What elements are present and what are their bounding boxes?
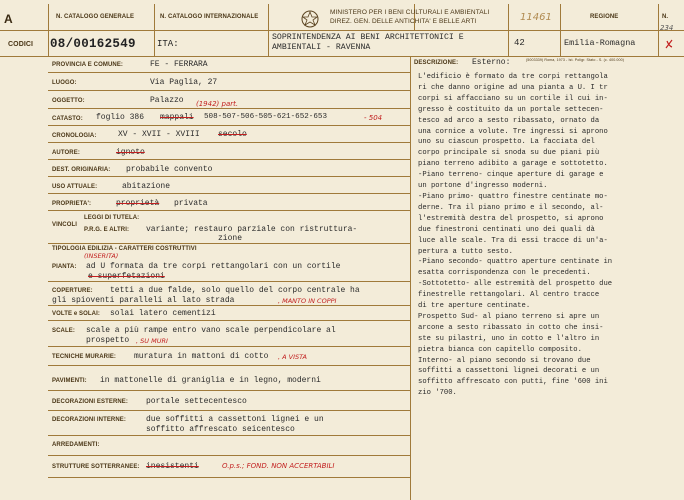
description-line: l'estremità destra del prospetto, si aprono — [418, 214, 604, 223]
uso-attuale-value: abitazione — [122, 182, 171, 191]
scale-value-line-1: scale a più rampe entro vano scale perpendicolare al — [86, 326, 336, 335]
decor-interne-value-line-1: due soffitti a cassettoni lignei e un — [146, 415, 324, 424]
description-line: pietra bianca con capitello composito. — [418, 345, 582, 354]
regione-value: Emilia-Romagna — [564, 38, 636, 48]
prg-label: P.R.G. E ALTRI: — [84, 227, 130, 233]
header-vline-1 — [48, 4, 49, 56]
scale-red-note: , SU MURI — [136, 337, 168, 345]
coperture-value-line-1: tetti a due falde, solo quello del corpo centrale ha — [110, 286, 360, 295]
soprintendenza-line-2: AMBIENTALI - RAVENNA — [272, 43, 371, 52]
leggi-label: LEGGI DI TUTELA: — [84, 215, 140, 221]
description-line: corpo principale si snoda su due piani più — [418, 149, 600, 158]
description-line: Interno- al piano secondo si trovano due — [418, 356, 591, 365]
description-line: arcone a sesto ribassato in cotto che insi- — [418, 323, 604, 332]
prg-value-line-2: zione — [218, 234, 243, 243]
provincia-label: PROVINCIA E COMUNE: — [52, 62, 124, 68]
cat-generale-label: N. CATALOGO GENERALE — [56, 14, 135, 20]
scale-label: SCALE: — [52, 328, 75, 334]
header-vline-4 — [508, 4, 509, 56]
soprintendenza-line-1: SOPRINTENDENZA AI BENI ARCHITETTONICI E — [272, 33, 464, 42]
tecniche-murarie-value: muratura in mattoni di cotto — [134, 352, 269, 361]
description-line: ste su pilastri, uno in cotto e l'altro in — [418, 334, 600, 343]
header-vline-6 — [658, 4, 659, 56]
strutture-label: STRUTTURE SOTTERRANEE: — [52, 464, 140, 470]
autore-value: ignoto — [116, 148, 145, 157]
header-vline-2 — [154, 4, 155, 56]
ministry-line-2: DIREZ. GEN. DELLE ANTICHITA' E BELLE ARTI — [330, 18, 477, 25]
luogo-value: Via Paglia, 27 — [150, 78, 218, 87]
tecniche-murarie-label: TECNICHE MURARIE: — [52, 354, 117, 360]
tecniche-red-note: , A VISTA — [278, 353, 307, 361]
scale-value-line-2: prospetto — [86, 336, 130, 345]
decor-interne-value-line-2: soffitto affrescato seicentesco — [146, 425, 295, 434]
header-vline-3 — [268, 4, 269, 56]
vincoli-label: VINCOLI — [52, 222, 78, 228]
catasto-value: foglio 386 — [96, 113, 145, 122]
descrizione-label: DESCRIZIONE: — [414, 60, 459, 66]
header-vline-7 — [414, 4, 415, 30]
arredamenti-label: ARREDAMENTI: — [52, 442, 100, 448]
description-line: esatta corrispondenza con le precedenti. — [418, 269, 591, 278]
description-line: tesco ad arco a sesto ribassato, ornato da — [418, 116, 600, 125]
description-line: finestrelle rettangolari. Al centro tracce — [418, 291, 600, 300]
n-value: 234 — [660, 24, 674, 32]
coperture-value-line-2: gli spioventi paralleli al lato strada — [52, 296, 235, 305]
volte-solai-value: solai latero cementizi — [110, 309, 216, 318]
description-line: due finestroni centinati uno dei quali dà — [418, 225, 595, 234]
dest-originaria-label: DEST. ORIGINARIA: — [52, 167, 111, 173]
description-line: soffitti a cassettoni lignei decorati e un — [418, 367, 600, 376]
handwritten-number: 11461 — [520, 12, 552, 23]
tipologia-label: TIPOLOGIA EDILIZIA - CARATTERI COSTRUTTIVI — [52, 246, 197, 252]
description-line: -Piano secondo- quattro aperture centinate in — [418, 258, 613, 267]
description-line: uno su ciascun prospetto. La facciata del — [418, 138, 595, 147]
cat-generale-value: 08/00162549 — [50, 37, 136, 51]
ita-value: ITA: — [157, 39, 179, 49]
description-line: gresso è costituito da un portale settecen- — [418, 105, 604, 114]
code-value: 42 — [514, 38, 525, 48]
header-letter: A — [4, 12, 13, 26]
pianta-red-note: (INSERITA) — [84, 252, 119, 260]
catasto-label: CATASTO: — [52, 116, 83, 122]
oggetto-value: Palazzo — [150, 96, 184, 105]
description-line: pertura a tutto sesto. — [418, 247, 513, 256]
dest-originaria-value: probabile convento — [126, 165, 213, 174]
cronologia-struck: secolo — [218, 130, 247, 139]
description-line: piano terreno adibito a garage e sottotetto. — [418, 160, 608, 169]
decor-esterne-value: portale settecentesco — [146, 397, 247, 406]
luogo-label: LUOGO: — [52, 80, 77, 86]
header-vline-5 — [560, 4, 561, 56]
strutture-struck: inesistenti — [146, 462, 199, 471]
codici-label: CODICI — [8, 41, 34, 48]
pianta-value-line-1: ad U formata da tre corpi rettangolari con un cortile — [86, 262, 341, 271]
description-line: soffitto affrescato con putti, fine '600 ini — [418, 378, 608, 387]
coperture-label: COPERTURE: — [52, 288, 93, 294]
pavimenti-label: PAVIMENTI: — [52, 378, 87, 384]
description-line: Prospetto Sud- al piano terreno si apre un — [418, 312, 600, 321]
description-line: L'edificio è formato da tre corpi rettangola — [418, 73, 608, 81]
description-line: zio '700. — [418, 389, 457, 398]
description-line: una cornice a volute. Tre ingressi si aprono — [418, 127, 608, 136]
description-line: luce alle scale. Tra di essi tracce di un'a- — [418, 236, 608, 245]
cronologia-value: XV - XVII - XVIII — [118, 130, 200, 139]
proprieta-label: PROPRIETA': — [52, 201, 92, 207]
pavimenti-value: in mattonelle di graniglia e in legno, moderni — [100, 376, 321, 385]
uso-attuale-label: USO ATTUALE: — [52, 184, 98, 190]
n-label: N. — [662, 14, 669, 20]
description-line: -Piano terreno- cinque aperture di garage e — [418, 171, 604, 180]
red-mark-icon — [664, 38, 674, 50]
provincia-value: FE - FERRARA — [150, 60, 208, 69]
description-line: derne. Tra il piano primo e il secondo, al- — [418, 203, 604, 212]
proprieta-value: privata — [174, 199, 208, 208]
decor-interne-label: DECORAZIONI INTERNE: — [52, 417, 126, 423]
header-divider — [0, 30, 684, 31]
description-line: ri che danno origine ad una pianta a U. I tr — [418, 83, 608, 92]
pianta-value-line-2: e superfetazioni — [88, 272, 165, 281]
strutture-red-note: O.p.s.; FOND. NON ACCERTABILI — [222, 462, 335, 470]
italian-republic-emblem-icon — [300, 9, 320, 29]
catasto-red-extra: - 504 — [364, 114, 383, 122]
volte-solai-label: VOLTE e SOLAI: — [52, 311, 100, 317]
descrizione-subtitle: Esterno: — [472, 58, 511, 67]
description-line: -Piano primo- quattro finestre centinate mo- — [418, 192, 608, 201]
autore-label: AUTORE: — [52, 150, 80, 156]
column-divider — [410, 56, 411, 500]
description-line: -Sottotetto- alle estremità del prospetto due — [418, 280, 613, 289]
header-bottom-divider — [0, 56, 684, 57]
catasto-red-note: (1942) part. — [196, 100, 239, 108]
catasto-struck: mappali — [160, 113, 194, 122]
pianta-label: PIANTA: — [52, 264, 77, 270]
regione-label: REGIONE — [590, 14, 619, 20]
coperture-red-note: , MANTO IN COPPI — [278, 297, 337, 305]
catasto-numbers: 508-507-506-505-621-652-653 — [204, 113, 328, 121]
decor-esterne-label: DECORAZIONI ESTERNE: — [52, 399, 129, 405]
cronologia-label: CRONOLOGIA: — [52, 133, 97, 139]
description-line: un portone d'ingresso moderni. — [418, 182, 548, 191]
description-line: corpi si affacciano su un cortile il cui in- — [418, 94, 608, 103]
ministry-line-1: MINISTERO PER I BENI CULTURALI E AMBIENTALI — [330, 9, 490, 16]
proprieta-struck: proprietà — [116, 199, 160, 208]
oggetto-label: OGGETTO: — [52, 98, 85, 104]
description-text — [418, 72, 680, 399]
print-note: (5003339) Roma, 1973 - Ist. Poligr. Stato - S. (c. 400.000) — [526, 58, 624, 62]
cat-internazionale-label: N. CATALOGO INTERNAZIONALE — [160, 14, 259, 20]
prg-value-line-1: variante; restauro parziale con ristruttura- — [146, 225, 358, 234]
description-line: di tre aperture centinate. — [418, 302, 531, 311]
